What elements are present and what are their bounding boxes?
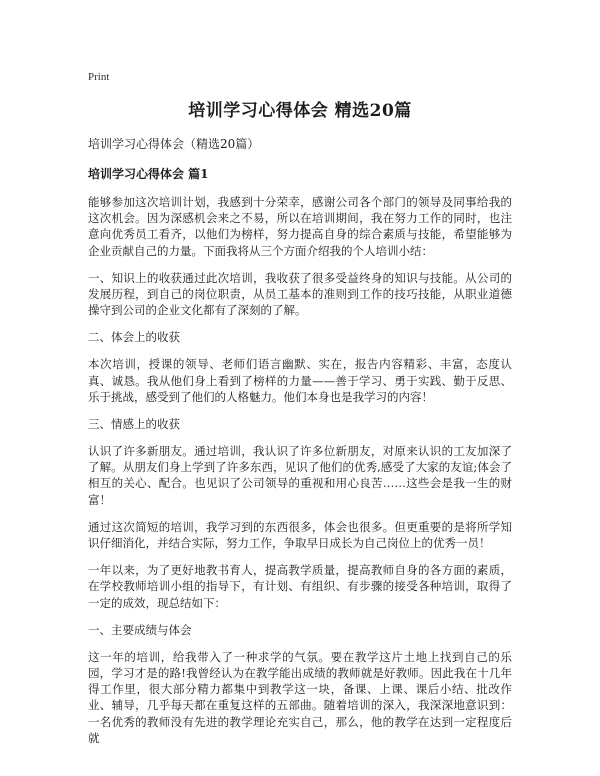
page-title: 培训学习心得体会 精选20篇: [188, 101, 412, 121]
paragraph-emotional-gain: 认识了许多新朋友。通过培训，我认识了许多位新朋友，对原来认识的工友加深了了解。从朋友们身上学到了许多东西，见识了他们的优秀,感受了大家的友谊;体会了相互的关心、配合。也见识了公司领导的重视和用心良苦……这些会是我一生的财富！: [88, 444, 512, 507]
print-label: Print: [88, 71, 110, 83]
paragraph-summary: 通过这次简短的培训，我学习到的东西很多，体会也很多。但更重要的是将所学知识仔细消化，并结合实际，努力工作，争取早日成长为自己岗位上的优秀一员！: [88, 519, 512, 551]
paragraph-intro: 能够参加这次培训计划，我感到十分荣幸，感谢公司各个部门的领导及同事给我的这次机会。因为深感机会来之不易，所以在培训期间，我在努力工作的同时，也注意向优秀员工看齐，以他们为榜样，努力提高自身的综合素质与技能，希望能够为企业贡献自己的力量。下面我将从三个方面介绍我的个人培训小结：: [88, 195, 512, 258]
document-subtitle: 培训学习心得体会（精选20篇）: [88, 137, 260, 151]
subheading-main-achievements: 一、主要成绩与体会: [88, 622, 192, 637]
subheading-emotional-gain: 三、情感上的收获: [88, 417, 180, 432]
paragraph-knowledge-gain: 一、知识上的收获通过此次培训，我收获了很多受益终身的知识与技能。从公司的发展历程，到自己的岗位职责，从员工基本的准则到工作的技巧技能，从职业道德操守到公司的企业文化都有了深刻的了解。: [88, 270, 512, 318]
section-heading: 培训学习心得体会 篇1: [88, 167, 209, 181]
subheading-experience-gain: 二、体会上的收获: [88, 330, 180, 345]
paragraph-training-atmosphere: 这一年的培训，给我带入了一种求学的气氛。要在教学这片土地上找到自己的乐园，学习才是的路!我曾经认为在教学能出成绩的教师就是好教师。因此我在十几年得工作里，很大部分精力都集中到教学这一块，备课、上课、课后小结、批改作业、辅导，几乎每天都在重复这样的五部曲。随着培训的深入，我深深地意识到：一名优秀的教师没有先进的教学理论充实自己，那么，他的教学在达到一定程度后就: [88, 649, 512, 745]
paragraph-experience-gain: 本次培训，授课的领导、老师们语言幽默、实在，报告内容精彩、丰富，态度认真、诚恳。我从他们身上看到了榜样的力量——善于学习、勇于实践、勤于反思、乐于挑战，感受到了他们的人格魅力。他们本身也是我学习的内容！: [88, 357, 512, 404]
paragraph-year-review: 一年以来，为了更好地教书育人，提高教学质量，提高教师自身的各方面的素质，在学校教师培训小组的指导下，有计划、有组织、有步骤的接受各种培训，取得了一定的成效，现总结如下：: [88, 563, 512, 610]
